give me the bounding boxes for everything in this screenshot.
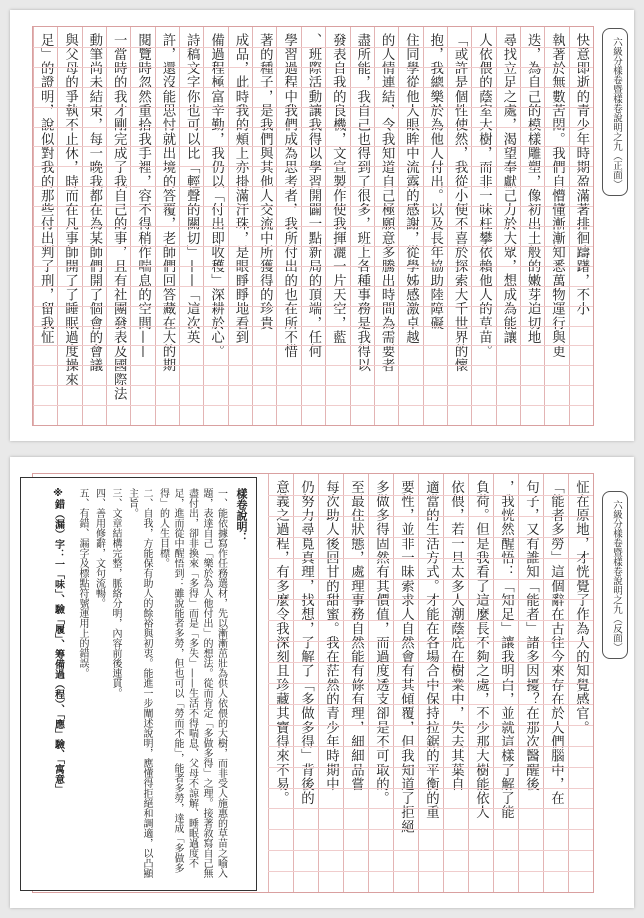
grid-row-line bbox=[33, 87, 593, 88]
grid-row-line bbox=[33, 206, 593, 207]
rubric-title: 樣卷說明： bbox=[235, 488, 248, 543]
essay-line: 住同學從他人眼眸中流露的感謝，從學姊感激卓越 bbox=[403, 33, 419, 345]
essay-line: 要性，並非一昧索求人自然會有其傾覆，但我知道了拒絕 bbox=[398, 480, 414, 834]
essay-line: 著的種子，是我們與其他人交流中所獲得的珍貴 bbox=[257, 33, 273, 331]
grid-row-line bbox=[268, 788, 593, 789]
essay-line: 意義之過程，有多麼令我深刻且珍藏其寶得來不易。 bbox=[273, 480, 289, 806]
grid-row-line bbox=[268, 871, 593, 872]
grid-row-line bbox=[268, 704, 593, 705]
essay-line: 句子，又有誰知「能者」諸多因擾？在那次醫醒後 bbox=[523, 480, 539, 792]
grid-row-line bbox=[33, 246, 593, 247]
grid-row-line bbox=[33, 127, 593, 128]
essay-line: 適當的生活方式。才能在各場合中保持拉鋸的平衡的重 bbox=[423, 480, 439, 820]
essay-line: 依偎，若一旦太多人潮蔭庇在樹業中，失去其葉自 bbox=[448, 480, 464, 792]
essay-line: 抱，我總樂於為他人付出。以及長年協助陸障礙 bbox=[427, 33, 443, 331]
grid-row-line bbox=[268, 641, 593, 642]
essay-line: 、班際活動讓我得以學習開闢一點新局的頂端，任何 bbox=[306, 33, 321, 359]
grid-row-line bbox=[33, 385, 593, 386]
rubric-item: 二、自我，方能保有助人的餘裕與初衷。能進一步闡述說明，應懂得拒絕和調適，以凸顯主旨。 bbox=[126, 488, 152, 878]
grid-row-line bbox=[33, 67, 593, 68]
grid-row-line bbox=[33, 166, 593, 167]
essay-grid-front bbox=[32, 26, 594, 426]
grid-row-line bbox=[33, 286, 593, 287]
grid-row-line bbox=[33, 266, 593, 267]
grid-row-line bbox=[33, 365, 593, 366]
essay-line: 動筆尚未結束，每一晚我都在為某師們開了個會的會議 bbox=[86, 33, 102, 373]
grid-row-line bbox=[33, 326, 593, 327]
grid-row-line bbox=[268, 746, 593, 747]
side-label-front: 六級分樣卷暨樣卷說明之九（正面） bbox=[602, 28, 628, 196]
essay-line: 每次助人後回甘的甜蜜。我在茫然的青少年時期中 bbox=[323, 480, 339, 792]
essay-line: 多做多得固然有其價值，而過度透支卻是不可取的。 bbox=[373, 480, 389, 806]
essay-line: 負荷。但是我看了這麼長不夠之處，不少那大樹能依人 bbox=[473, 480, 489, 820]
grid-row-line bbox=[268, 516, 593, 517]
rubric-note: ※錯（漏）字：一「味」、驗「履」、筹備過（程）、「應」驗、「寓意」 bbox=[52, 488, 64, 794]
grid-row-line bbox=[268, 662, 593, 663]
essay-line: 一當時的我才剛完成了我自己的事，且有社團發表及國際法 bbox=[111, 33, 127, 401]
essay-line: 至最住狀態，處理事務自然能有條有理，細細品嘗 bbox=[348, 480, 364, 792]
rubric-item: 一、能依據寫作任務選材，先以漸漸茁壯為供人依偎的大樹，而非受人施惠的草苗之喻入題，表達自己「樂於為人他付出」的想法。從而肯定「多做多得」之理。接著敘寫自己無盡付出，卻非換來「多得」而是「多失」——生活不得喘息、父母不諒解、睡眠過度不足，進而從中醒悟到：雖說能者多勞，但也可以「勞而不能」，能者多勞，達成「多做多得」的人生目標。 bbox=[157, 488, 227, 878]
grid-row-line bbox=[268, 850, 593, 851]
essay-line: 怔在原地，才恍覺了作為人的知覺感官。 bbox=[573, 480, 589, 735]
essay-line: 發表自我的良機，文宣製作使我揮灑一片天空，藍 bbox=[330, 33, 346, 345]
essay-line: 的人情連結，令我知道自己極願意多騰出時間為需要者 bbox=[379, 33, 395, 373]
essay-line: 成品，此時我的頰上亦掛滿汗珠，是眼睜睜地看到 bbox=[232, 33, 248, 345]
grid-row-line bbox=[268, 495, 593, 496]
essay-line: 尋找立足之處，渴望奉獻己力於大眾，想成為能讓 bbox=[500, 33, 516, 345]
essay-line: 迭，為自己的模樣雕塑，像初出土般的嫩芽迫切地 bbox=[525, 33, 541, 345]
essay-line: 快意即逝的青少年時期盈滿著排徊躊躇，不小 bbox=[573, 33, 589, 316]
essay-line: 執著於無數苦悶。我們自懵懂漸漸知悉萬物運行與更 bbox=[549, 33, 565, 359]
rubric-text bbox=[29, 488, 248, 880]
rubric-item: 三、文章結構完整，脈絡分明，內容前後連貫。 bbox=[110, 488, 121, 698]
grid-row-line bbox=[268, 579, 593, 580]
essay-line: 許，還沒能思忖就出境的答覆，老師們回答藏在大的期 bbox=[159, 33, 175, 373]
essay-line: 足」的證明，說似對我的那些付出判了刑，留我怔 bbox=[38, 33, 54, 345]
grid-row-line bbox=[268, 558, 593, 559]
essay-line: 仍努力尋覓真理，找想，了解了「多做多得」背後的 bbox=[298, 480, 314, 806]
grid-row-line bbox=[33, 306, 593, 307]
grid-row-line bbox=[268, 725, 593, 726]
grid-row-line bbox=[33, 47, 593, 48]
grid-row-line bbox=[33, 107, 593, 108]
essay-line: 學習過程中我們成為思考者，我所付出的也在所不惜 bbox=[281, 33, 297, 359]
essay-line: 人依偎的蔭室大樹，而非一味枉攀依賴他人的草苗。 bbox=[476, 33, 492, 359]
grid-row-line bbox=[33, 405, 593, 406]
grid-row-line bbox=[33, 226, 593, 227]
grid-row-line bbox=[268, 599, 593, 600]
essay-line: 與父母的爭執不止休，時而在凡事師開了了睡眠過度操來 bbox=[62, 33, 78, 387]
grid-row-line bbox=[268, 683, 593, 684]
grid-row-line bbox=[33, 345, 593, 346]
answer-sheet-back bbox=[10, 457, 634, 908]
essay-line: 盡所能，我自己也得到了很多，班上各種事務是我得以 bbox=[354, 33, 370, 373]
answer-sheet-front bbox=[10, 10, 634, 441]
grid-row-line bbox=[268, 767, 593, 768]
essay-line: 備過程極富辛勤，我仍以「付出即收穫」深耕於心。 bbox=[208, 33, 224, 359]
grid-row-line bbox=[33, 186, 593, 187]
essay-line: 閱覽時忽然重拾我手裡，容不得稍作喘息的空間—— bbox=[135, 33, 151, 359]
essay-line: ，我恍然醒悟：「知足」讓我明白，並就這樣了解了能 bbox=[498, 480, 514, 820]
grid-row-line bbox=[33, 146, 593, 147]
essay-line: 「或許是個性使然，我從小便不喜於探索大千世界的懷 bbox=[452, 33, 468, 373]
rubric-item: 五、有錯、漏字及標點符號運用上的錯誤。 bbox=[77, 488, 88, 678]
grid-row-line bbox=[268, 537, 593, 538]
grid-row-line bbox=[268, 620, 593, 621]
grid-row-line bbox=[268, 808, 593, 809]
essay-line: 「能者多勞」這個辭在古往今來存在於人們腦中，在 bbox=[548, 480, 564, 806]
grid-row-line bbox=[268, 829, 593, 830]
essay-line: 詩稿文字你也可以比「輕聲的關切」——「這次英 bbox=[184, 33, 200, 345]
rubric-box bbox=[20, 477, 257, 891]
side-label-back: 六級分樣卷暨樣卷說明之九（反面） bbox=[602, 491, 628, 659]
rubric-item: 四、善用修辭，文句流暢。 bbox=[93, 488, 105, 608]
